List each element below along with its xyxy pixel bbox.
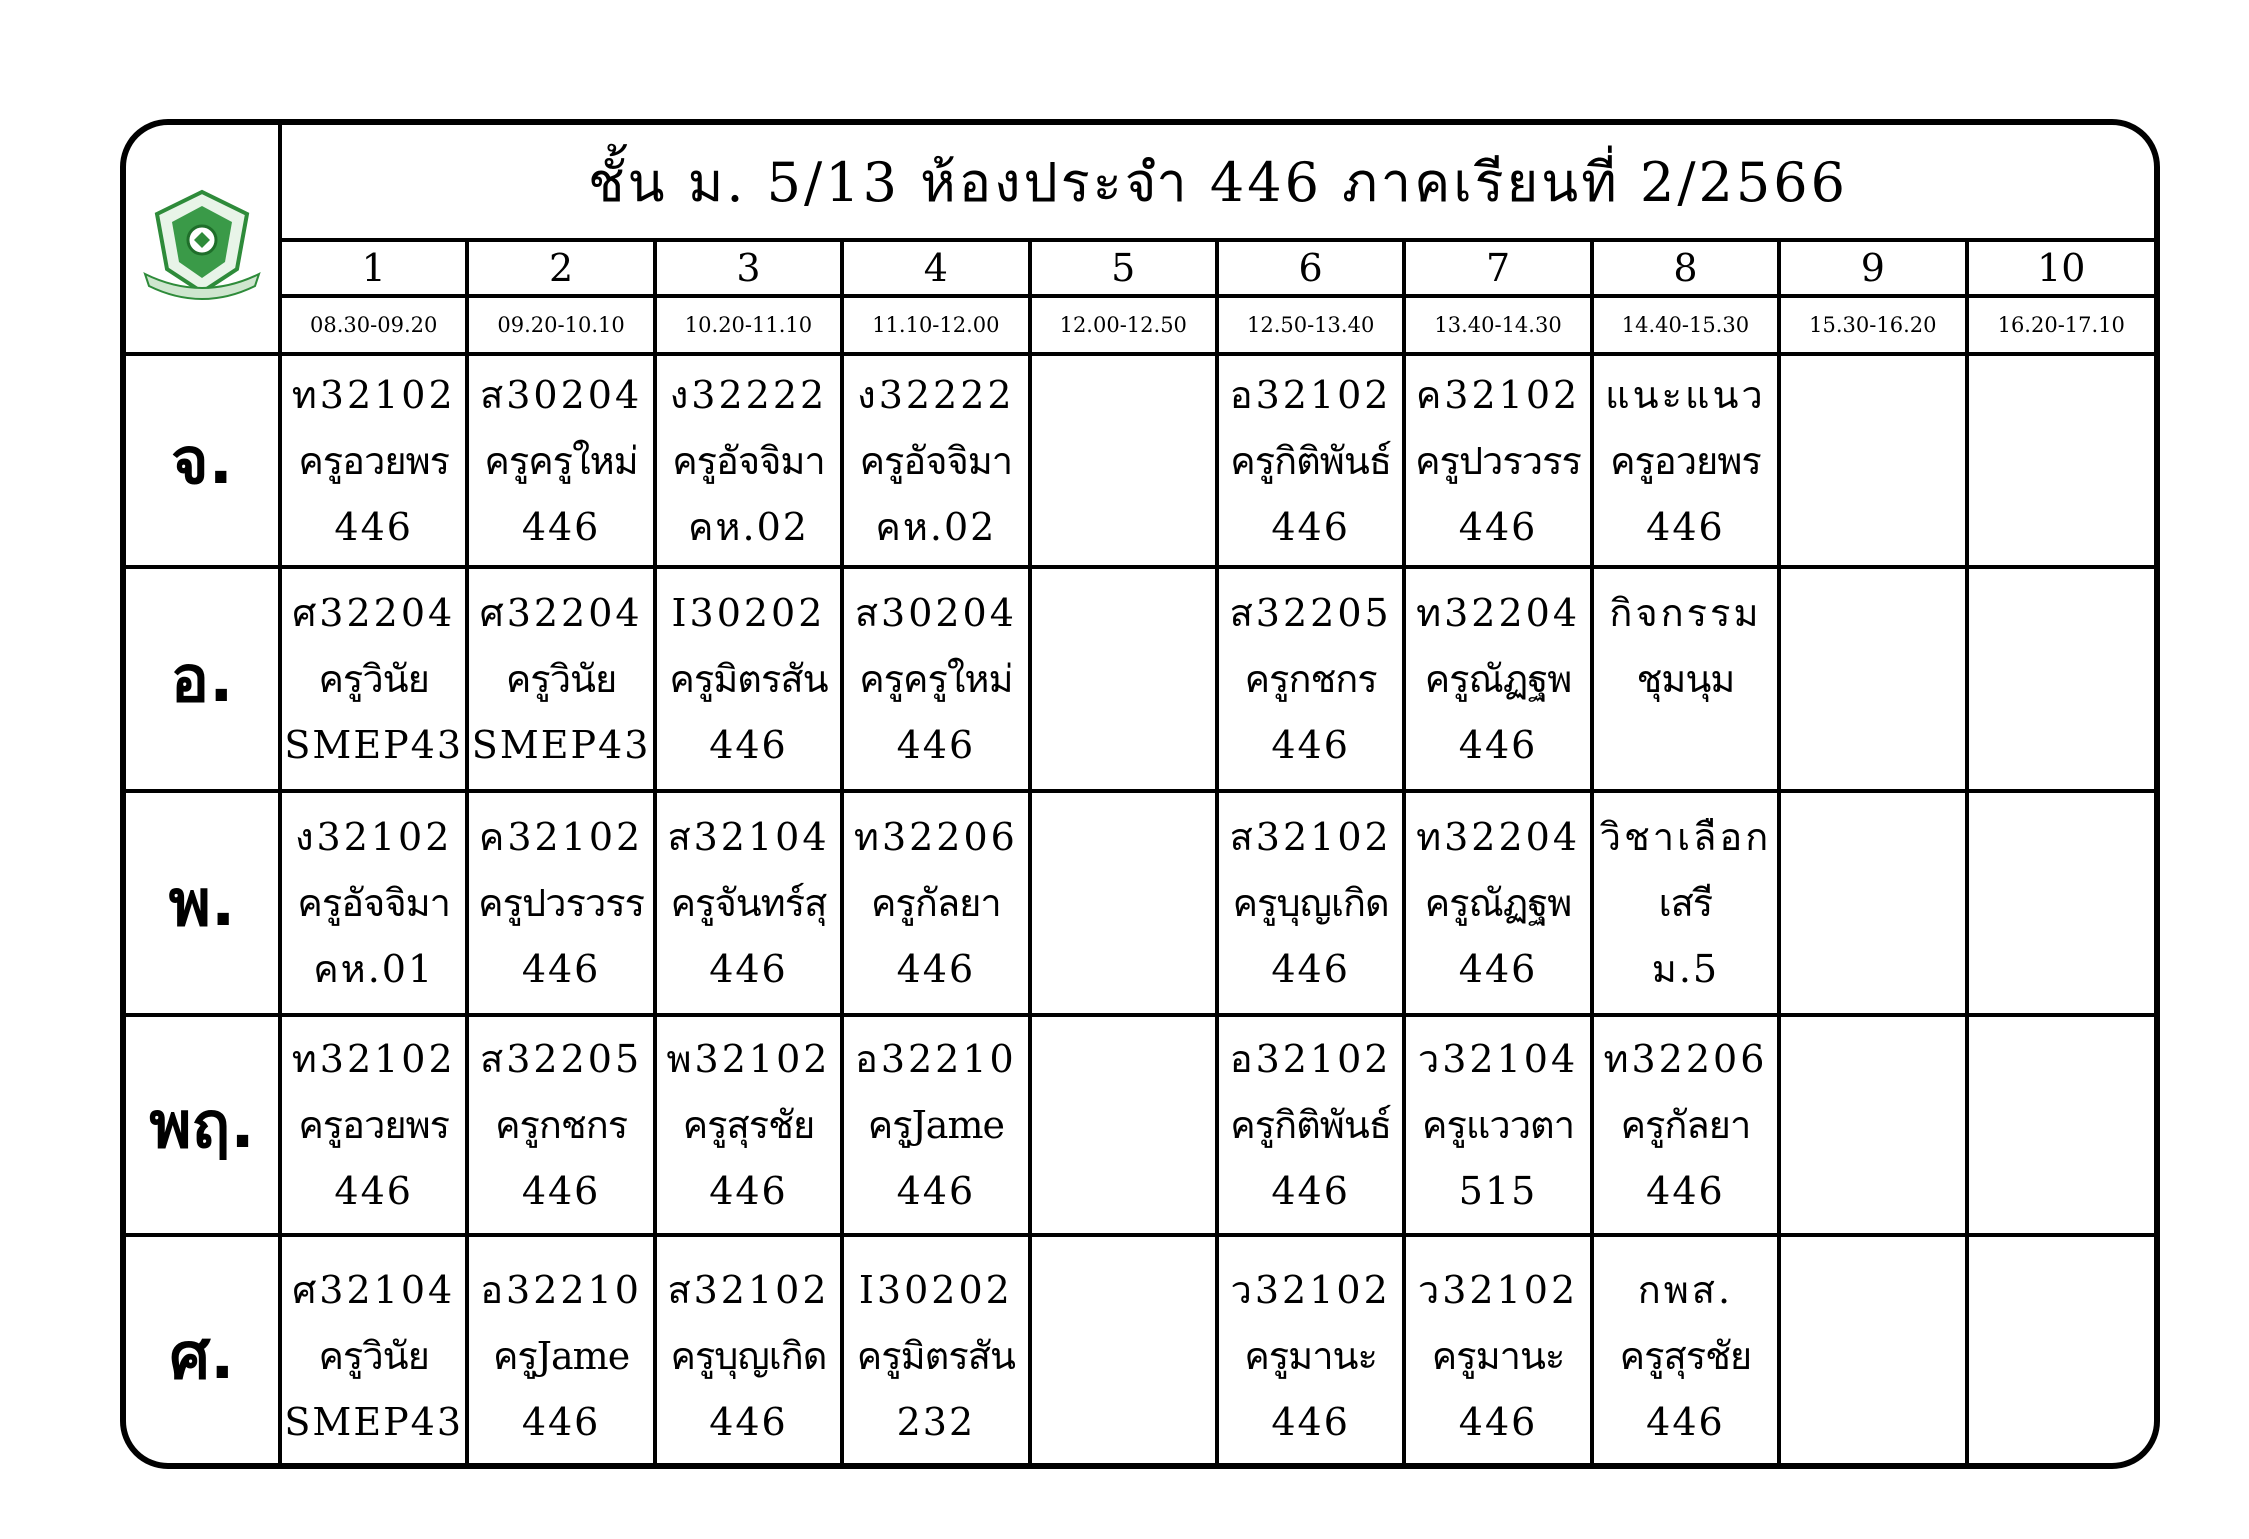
teacher-name: ครูสุรชัย	[1619, 1334, 1752, 1378]
subject-code	[1781, 1257, 1964, 1323]
subject-code	[1969, 1026, 2154, 1092]
teacher-name: ครูJame	[492, 1334, 630, 1378]
teacher-name	[1032, 870, 1215, 936]
class-slot	[1592, 1015, 1779, 1235]
class-slot	[655, 1235, 842, 1469]
subject-code: กพส.	[1637, 1268, 1734, 1312]
class-slot	[655, 354, 842, 567]
subject-code: ว32102	[1230, 1268, 1391, 1312]
room: 446	[1271, 947, 1350, 991]
teacher-name: ครูJame	[867, 1103, 1004, 1147]
class-slot	[1967, 791, 2154, 1015]
room: 515	[1458, 1169, 1538, 1213]
subject-code: ส32205	[1229, 591, 1392, 635]
room: 446	[521, 947, 601, 991]
class-slot	[842, 567, 1029, 791]
teacher-name: ครูอวยพร	[1610, 438, 1761, 483]
room	[1781, 712, 1964, 778]
teacher-name	[1781, 428, 1964, 494]
period-number: 7	[1404, 240, 1591, 296]
class-slot	[655, 567, 842, 791]
teacher-name	[1781, 870, 1964, 936]
room: คห.02	[688, 504, 809, 549]
teacher-name: ครูปวรวรร	[1415, 438, 1581, 483]
subject-code	[1032, 1257, 1215, 1323]
subject-code	[1032, 804, 1215, 870]
teacher-name: ครูอวยพร	[298, 438, 450, 483]
teacher-name: ครูกิติพันธ์	[1230, 438, 1392, 483]
room: 446	[709, 1169, 788, 1213]
teacher-name: ครูกชกร	[495, 1103, 628, 1147]
room: 446	[521, 1169, 601, 1213]
class-slot	[280, 354, 467, 567]
room: 446	[521, 504, 601, 549]
room: 446	[709, 947, 788, 991]
room	[1032, 1389, 1215, 1455]
teacher-name: ครูแววตา	[1422, 1103, 1575, 1147]
teacher-name: ชุมนุม	[1636, 657, 1735, 701]
teacher-name: ครูครูใหม่	[859, 657, 1013, 701]
class-slot	[1592, 1235, 1779, 1469]
period-time: 16.20-17.10	[1967, 296, 2154, 354]
class-slot	[1404, 1015, 1591, 1235]
subject-code: ส32104	[667, 815, 830, 859]
subject-code	[1969, 362, 2154, 428]
class-slot	[655, 791, 842, 1015]
room: คห.01	[313, 947, 435, 991]
period-time: 14.40-15.30	[1592, 296, 1779, 354]
teacher-name	[1969, 1092, 2154, 1158]
room	[1032, 1158, 1215, 1224]
subject-code	[1781, 362, 1964, 428]
class-slot	[1404, 354, 1591, 567]
room: 446	[1271, 1400, 1350, 1444]
subject-code: I30202	[671, 591, 826, 635]
subject-code: ส32102	[1229, 815, 1392, 859]
class-slot	[1030, 791, 1217, 1015]
teacher-name: ครูวินัย	[318, 657, 429, 701]
subject-code: อ32210	[855, 1037, 1017, 1081]
room: คห.02	[875, 504, 997, 549]
class-slot	[1217, 791, 1404, 1015]
room: SMEP43	[284, 1400, 463, 1444]
logo-cell	[126, 125, 280, 354]
day-row	[126, 567, 2154, 791]
class-slot	[842, 1015, 1029, 1235]
room: SMEP43	[284, 723, 463, 767]
subject-code: ท32102	[291, 372, 456, 417]
period-number: 6	[1217, 240, 1404, 296]
period-number: 1	[280, 240, 467, 296]
day-row	[126, 1015, 2154, 1235]
day-label: ศ.	[126, 1235, 280, 1469]
day-label: พฤ.	[126, 1015, 280, 1235]
subject-code: แนะแนว	[1605, 372, 1766, 417]
subject-code: ส32102	[667, 1268, 830, 1312]
room: 446	[1646, 1400, 1725, 1444]
room: 446	[1458, 723, 1538, 767]
day-label: จ.	[126, 354, 280, 567]
teacher-name: ครูณัฏฐพ	[1424, 657, 1572, 701]
teacher-name: ครูกัลยา	[871, 881, 1001, 925]
subject-code: ท32102	[291, 1037, 456, 1081]
subject-code	[1781, 580, 1964, 646]
teacher-name	[1969, 646, 2154, 712]
room: 446	[1271, 723, 1350, 767]
class-slot	[1779, 1015, 1966, 1235]
subject-code	[1781, 1026, 1964, 1092]
class-slot	[280, 567, 467, 791]
teacher-name: ครูอัจจิมา	[859, 438, 1013, 483]
class-slot	[1779, 1235, 1966, 1469]
class-slot	[1967, 1235, 2154, 1469]
subject-code: ส30204	[854, 591, 1017, 635]
day-row	[126, 354, 2154, 567]
teacher-name	[1032, 1092, 1215, 1158]
subject-code: ค32102	[478, 815, 644, 859]
teacher-name: ครูบุญเกิด	[670, 1334, 827, 1378]
room	[1594, 712, 1777, 778]
room: 446	[896, 947, 976, 991]
class-slot	[1592, 791, 1779, 1015]
subject-code: ส30204	[480, 372, 643, 417]
teacher-name: ครูอัจจิมา	[297, 881, 450, 925]
room: 446	[1271, 504, 1350, 549]
teacher-name	[1781, 1092, 1964, 1158]
period-time: 12.00-12.50	[1030, 296, 1217, 354]
period-time: 10.20-11.10	[655, 296, 842, 354]
room	[1032, 936, 1215, 1002]
room	[1781, 1389, 1964, 1455]
class-slot	[1592, 567, 1779, 791]
teacher-name	[1969, 428, 2154, 494]
room	[1032, 712, 1215, 778]
teacher-name	[1781, 646, 1964, 712]
teacher-name: ครูกชกร	[1244, 657, 1377, 701]
teacher-name: ครูมิตรสัน	[856, 1334, 1015, 1378]
teacher-name	[1969, 1323, 2154, 1389]
class-slot	[1030, 1235, 1217, 1469]
subject-code: อ32102	[1229, 372, 1392, 417]
teacher-name	[1032, 646, 1215, 712]
timetable-grid	[126, 125, 2154, 1469]
subject-code: พ32102	[666, 1037, 831, 1081]
teacher-name	[1032, 1323, 1215, 1389]
class-slot	[1030, 1015, 1217, 1235]
period-number: 3	[655, 240, 842, 296]
subject-code	[1969, 1257, 2154, 1323]
class-slot	[280, 791, 467, 1015]
teacher-name: ครูบุญเกิด	[1232, 881, 1389, 925]
room: 446	[1458, 947, 1538, 991]
class-slot	[467, 1015, 654, 1235]
class-slot	[842, 354, 1029, 567]
period-number: 8	[1592, 240, 1779, 296]
teacher-name: ครูจันทร์สุ	[670, 881, 827, 925]
period-time: 09.20-10.10	[467, 296, 654, 354]
class-slot	[280, 1015, 467, 1235]
class-slot	[1967, 567, 2154, 791]
subject-code: ว32104	[1417, 1037, 1579, 1081]
room	[1969, 1389, 2154, 1455]
subject-code: ท32204	[1416, 591, 1580, 635]
period-time: 15.30-16.20	[1779, 296, 1966, 354]
class-slot	[467, 567, 654, 791]
period-number: 2	[467, 240, 654, 296]
teacher-name: เสรี	[1658, 881, 1713, 925]
room	[1781, 936, 1964, 1002]
school-crest-icon	[137, 174, 267, 304]
class-slot	[1217, 1015, 1404, 1235]
room: 446	[709, 1400, 788, 1444]
class-slot	[1967, 1015, 2154, 1235]
class-slot	[1779, 567, 1966, 791]
class-slot	[842, 791, 1029, 1015]
class-slot	[1404, 1235, 1591, 1469]
class-slot	[1779, 791, 1966, 1015]
teacher-name: ครูครูใหม่	[484, 438, 638, 483]
room	[1781, 494, 1964, 560]
day-label: พ.	[126, 791, 280, 1015]
class-slot	[1030, 567, 1217, 791]
class-slot	[280, 1235, 467, 1469]
teacher-name	[1032, 428, 1215, 494]
teacher-name: ครูสุรชัย	[682, 1103, 815, 1147]
subject-code: ง32102	[294, 815, 453, 859]
teacher-name: ครูมิตรสัน	[669, 657, 828, 701]
subject-code: อ32102	[1229, 1037, 1392, 1081]
day-row	[126, 1235, 2154, 1469]
subject-code: ศ32204	[479, 591, 643, 635]
period-time: 08.30-09.20	[280, 296, 467, 354]
subject-code	[1032, 580, 1215, 646]
timetable	[120, 119, 2160, 1469]
subject-code: ท32204	[1416, 815, 1580, 859]
teacher-name: ครูมานะ	[1431, 1334, 1565, 1378]
subject-code	[1969, 804, 2154, 870]
teacher-name: ครูกิติพันธ์	[1230, 1103, 1392, 1147]
period-time: 11.10-12.00	[842, 296, 1029, 354]
subject-code: อ32210	[480, 1268, 642, 1312]
room: 232	[896, 1400, 976, 1444]
subject-code	[1969, 580, 2154, 646]
class-slot	[467, 791, 654, 1015]
teacher-name: ครูมานะ	[1244, 1334, 1377, 1378]
class-slot	[1217, 1235, 1404, 1469]
subject-code: ค32102	[1415, 372, 1581, 417]
room	[1969, 494, 2154, 560]
class-slot	[1217, 354, 1404, 567]
subject-code: ง32222	[857, 372, 1015, 417]
subject-code: ท32206	[853, 815, 1018, 859]
room	[1781, 1158, 1964, 1224]
period-time: 13.40-14.30	[1404, 296, 1591, 354]
teacher-name: ครูอัจจิมา	[672, 438, 825, 483]
room: 446	[1271, 1169, 1350, 1213]
subject-code	[1781, 804, 1964, 870]
subject-code: กิจกรรม	[1609, 591, 1762, 635]
period-number: 9	[1779, 240, 1966, 296]
teacher-name	[1781, 1323, 1964, 1389]
period-number: 4	[842, 240, 1029, 296]
subject-code: วิชาเลือก	[1599, 815, 1772, 859]
class-slot	[1404, 567, 1591, 791]
teacher-name: ครูอวยพร	[298, 1103, 450, 1147]
class-slot	[1217, 567, 1404, 791]
class-slot	[1404, 791, 1591, 1015]
subject-code: ส32205	[480, 1037, 643, 1081]
room	[1969, 936, 2154, 1002]
subject-code	[1032, 362, 1215, 428]
room: 446	[896, 1169, 976, 1213]
room: 446	[896, 723, 976, 767]
class-slot	[467, 1235, 654, 1469]
class-slot	[1779, 354, 1966, 567]
period-number: 5	[1030, 240, 1217, 296]
day-row	[126, 791, 2154, 1015]
class-slot	[1030, 354, 1217, 567]
room: 446	[1458, 504, 1538, 549]
teacher-name: ครูวินัย	[505, 657, 617, 701]
room	[1969, 1158, 2154, 1224]
class-slot	[1967, 354, 2154, 567]
room	[1032, 494, 1215, 560]
room: 446	[521, 1400, 601, 1444]
room: 446	[1646, 1169, 1725, 1213]
class-slot	[1592, 354, 1779, 567]
teacher-name: ครูปวรวรร	[478, 881, 645, 925]
subject-code: ว32102	[1417, 1268, 1579, 1312]
period-number: 10	[1967, 240, 2154, 296]
period-time: 12.50-13.40	[1217, 296, 1404, 354]
subject-code: ท32206	[1603, 1037, 1768, 1081]
teacher-name	[1969, 870, 2154, 936]
page-title: ชั้น ม. 5/13 ห้องประจำ 446 ภาคเรียนที่ 2/2566	[280, 125, 2154, 240]
subject-code: ศ32204	[292, 591, 456, 635]
subject-code: ศ32104	[292, 1268, 456, 1312]
room: 446	[334, 1169, 413, 1213]
room: 446	[709, 723, 788, 767]
class-slot	[467, 354, 654, 567]
room: 446	[334, 504, 413, 549]
room: SMEP43	[471, 723, 651, 767]
teacher-name: ครูวินัย	[318, 1334, 429, 1378]
room: 446	[1458, 1400, 1538, 1444]
room	[1969, 712, 2154, 778]
subject-code: ง32222	[669, 372, 828, 417]
subject-code	[1032, 1026, 1215, 1092]
room: ม.5	[1651, 947, 1720, 991]
room: 446	[1646, 504, 1725, 549]
class-slot	[655, 1015, 842, 1235]
teacher-name: ครูณัฏฐพ	[1424, 881, 1572, 925]
subject-code: I30202	[858, 1268, 1013, 1312]
teacher-name: ครูกัลยา	[1620, 1103, 1751, 1147]
class-slot	[842, 1235, 1029, 1469]
day-label: อ.	[126, 567, 280, 791]
